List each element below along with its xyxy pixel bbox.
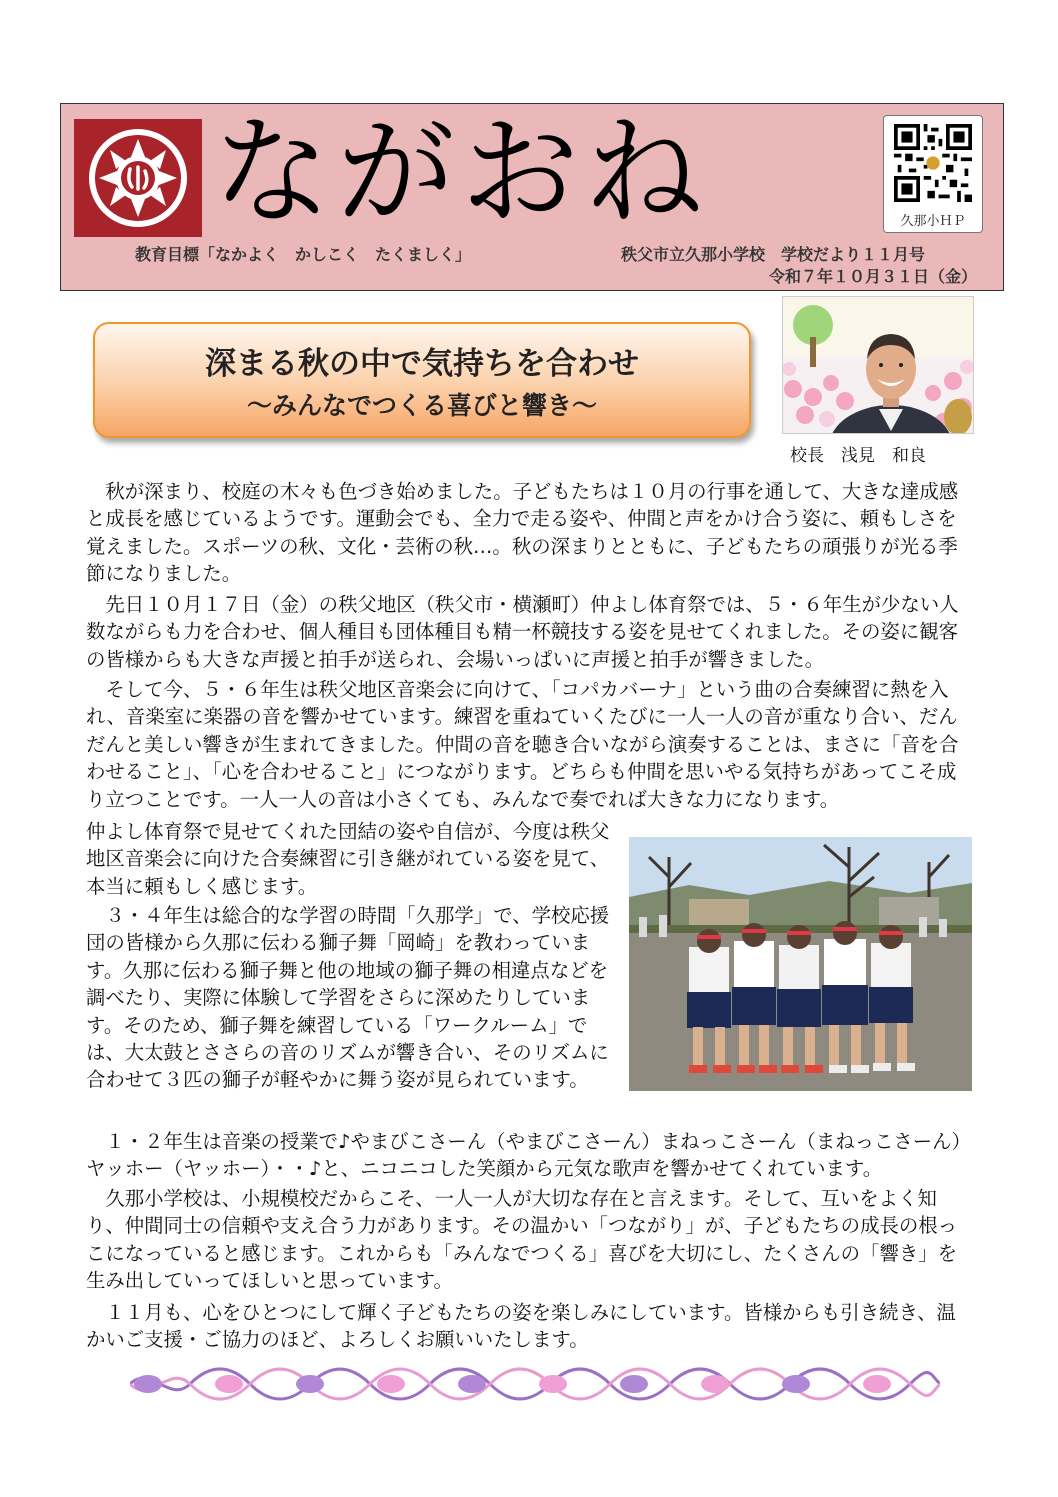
paragraph-shishimai: ３・４年生は総合的な学習の時間「久那学」で、学校応援団の皆様から久那に伝わる獅子舞「岡崎」を教わっています。久那に伝わる獅子舞と他の地域の獅子舞の相違点などを調べたり、実際に体験して学習をさらに深めたりしています。そのため、獅子舞を練習している「ワークルーム」では、大太鼓とささらの音のリズムが響き合い、そのリズムに合わせて３匹の獅子が軽やかに舞う姿が見られています。: [86, 904, 610, 1092]
headline-main: 深まる秋の中で気持ちを合わせ: [205, 346, 639, 382]
school-emblem-icon: [74, 119, 202, 237]
qr-label: 久那小ＨＰ: [900, 214, 966, 229]
paragraph-grades-1-2: １・２年生は音楽の授業で♪やまびこさーん（やまびこさーん）まねっこさーん（まねっこさーん）ヤッホー（ヤッホー）・・♪と、ニコニコした笑顔から元気な歌声を響かせてくれています。: [86, 1130, 971, 1181]
paragraph-teamwork: 仲よし体育祭で見せてくれた団結の姿や自信が、今度は秩父地区音楽会に向けた合奏練習に引き継がれている姿を見て、本当に頼もしく感じます。: [86, 820, 610, 898]
qr-code[interactable]: [883, 115, 983, 233]
paragraph-autumn: 秋が深まり、校庭の木々も色づき始めました。子どもたちは１０月の行事を通して、大きな達成感と成長を感じているようです。運動会でも、全力で走る姿や、仲間と声をかけ合う姿に、頼もしさを覚えました。スポーツの秋、文化・芸術の秋…。秋の深まりとともに、子どもたちの頑張りが光る季節になりました。: [86, 480, 959, 586]
newsletter-header: [60, 103, 1004, 291]
paragraph-small-school: 久那小学校は、小規模校だからこそ、一人一人が大切な存在と言えます。そして、互いをよく知り、仲間同士の信頼や支え合う力があります。その温かい「つながり」が、子どもたちの成長の根っこになっていると感じます。これからも「みんなでつくる」喜びを大切にし、たくさんの「響き」を生み出していってほしいと思っています。: [86, 1187, 958, 1293]
principal-photo: [782, 296, 974, 434]
headline-box: [93, 322, 751, 438]
decorative-ribbon: [130, 1364, 940, 1404]
paragraph-closing: １１月も、心をひとつにして輝く子どもたちの姿を楽しみにしています。皆様からも引き続き、温かいご支援・ご協力のほど、よろしくお願いいたします。: [86, 1301, 956, 1352]
paragraph-music-concert: そして今、５・６年生は秩父地区音楽会に向けて、「コパカバーナ」という曲の合奏練習に熱を入れ、音楽室に楽器の音を響かせています。練習を重ねていくたびに一人一人の音が重なり合い、だんだんと美しい響きが生まれてきました。仲間の音を聴き合いながら演奏することは、まさに「音を合わせること」、「心を合わせること」につながります。どちらも仲間を思いやる気持ちがあってこそ成り立つことです。一人一人の音は小さくても、みんなで奏でれば大きな力になります。: [86, 678, 959, 811]
sports-festival-photo: [629, 837, 972, 1091]
publisher-info: 秩父市立久那小学校 学校だより１１月号: [621, 245, 926, 264]
headline-subtitle: 〜みんなでつくる喜びと響き〜: [246, 391, 597, 420]
newsletter-title: ながおね: [213, 103, 710, 241]
issue-date: 令和７年１０月３１日（金）: [768, 267, 977, 286]
paragraph-sports-festival: 先日１０月１７日（金）の秩父地区（秩父市・横瀬町）仲よし体育祭では、５・６年生が少ない人数ながらも力を合わせ、個人種目も団体種目も精一杯競技する姿を見せてくれました。その姿に観客の皆様からも大きな声援と拍手が送られ、会場いっぱいに声援と拍手が響きました。: [86, 593, 959, 671]
principal-caption: 校長 浅見 和良: [790, 446, 926, 466]
qr-code-icon: [894, 124, 972, 202]
education-goal: 教育目標「なかよく かしこく たくましく」: [135, 245, 472, 264]
